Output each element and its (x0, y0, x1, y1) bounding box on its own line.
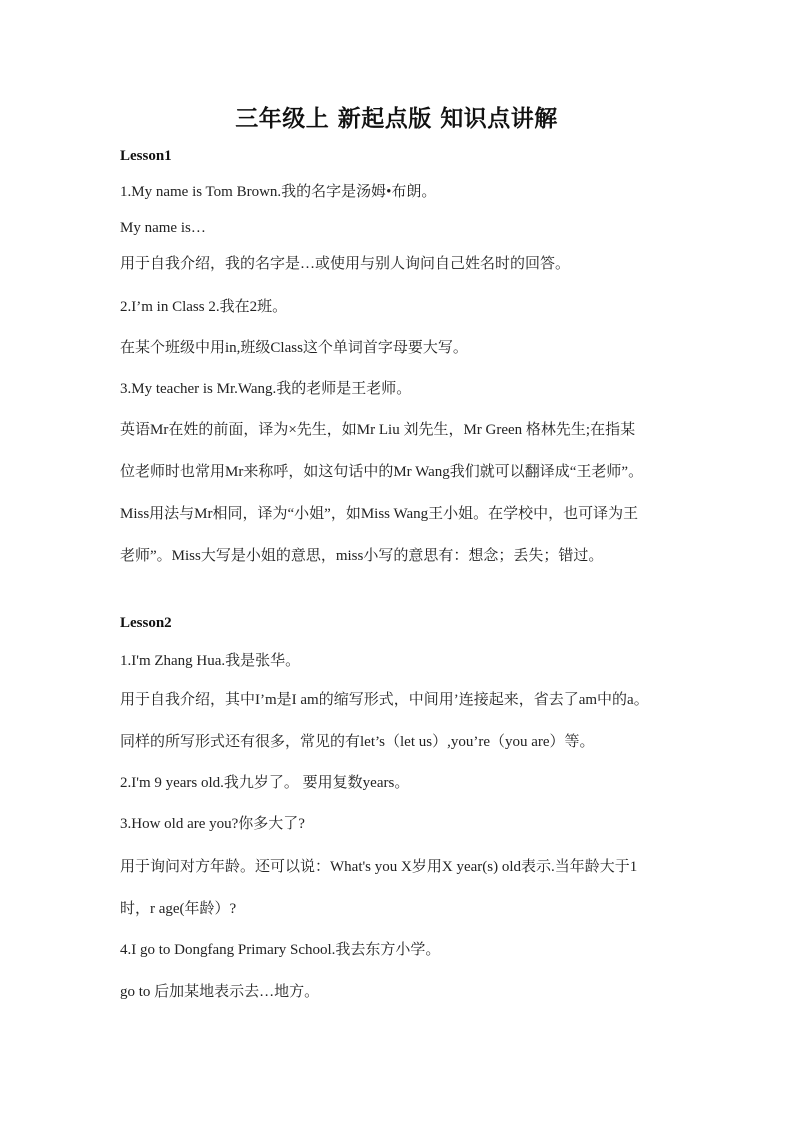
lesson2-line-2: 用于自我介绍，其中I’m是I am的缩写形式，中间用’连接起来，省去了am中的a。 (120, 692, 649, 708)
lesson2-line-9: go to 后加某地表示去…地方。 (120, 984, 320, 1000)
lesson2-line-6: 用于询问对方年龄。还可以说：What's you X岁用X year(s) old表示.当年龄大于1 (120, 859, 638, 875)
lesson1-line-10: 老师”。Miss大写是小姐的意思，miss小写的意思有：想念；丢失；错过。 (120, 548, 604, 564)
lesson2-line-3: 同样的所写形式还有很多，常见的有let’s（let us）,you’re（you are）等。 (120, 734, 595, 750)
lesson1-line-9: Miss用法与Mr相同，译为“小姐”，如Miss Wang王小姐。在学校中，也可译为王 (120, 506, 639, 522)
lesson1-heading: Lesson1 (120, 148, 172, 164)
lesson1-line-2: My name is… (120, 220, 206, 236)
lesson1-line-8: 位老师时也常用Mr来称呼，如这句话中的Mr Wang我们就可以翻译成“王老师”。 (120, 464, 644, 480)
lesson1-line-4: 2.I’m in Class 2.我在2班。 (120, 299, 288, 315)
lesson1-line-3: 用于自我介绍，我的名字是…或使用与别人询问自己姓名时的回答。 (120, 256, 571, 272)
lesson1-line-6: 3.My teacher is Mr.Wang.我的老师是王老师。 (120, 381, 412, 397)
lesson1-line-5: 在某个班级中用in,班级Class这个单词首字母要大写。 (120, 340, 468, 356)
document-title: 三年级上 新起点版 知识点讲解 (235, 106, 558, 132)
lesson2-line-4: 2.I'm 9 years old.我九岁了。 要用复数years。 (120, 775, 410, 791)
lesson2-line-8: 4.I go to Dongfang Primary School.我去东方小学。 (120, 942, 441, 958)
lesson2-heading: Lesson2 (120, 615, 172, 631)
lesson2-line-1: 1.I'm Zhang Hua.我是张华。 (120, 653, 301, 669)
lesson2-line-5: 3.How old are you?你多大了? (120, 816, 305, 832)
lesson1-line-1: 1.My name is Tom Brown.我的名字是汤姆•布朗。 (120, 184, 437, 200)
lesson1-line-7: 英语Mr在姓的前面，译为×先生，如Mr Liu 刘先生，Mr Green 格林先生;在指某 (120, 422, 636, 438)
lesson2-line-7: 时，r age(年龄）? (120, 901, 237, 917)
